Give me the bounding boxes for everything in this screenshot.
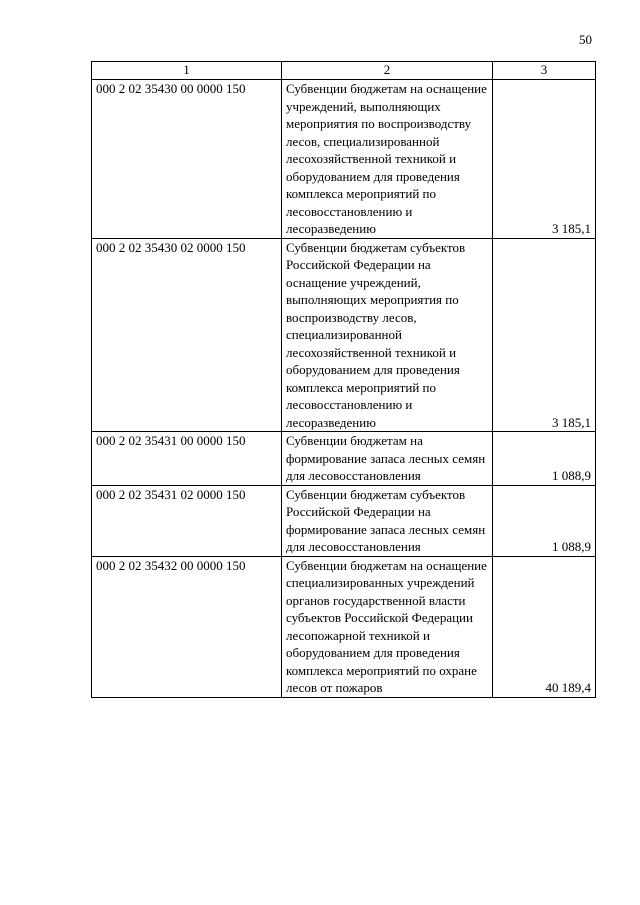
budget-amount: 3 185,1 [493,80,596,239]
budget-description: Субвенции бюджетам на оснащение учреждений, выполняющих мероприятия по воспроизводству лесов, специализированной лесохозяйственной техникой и оборудованием для проведения комплекса мероприятий по лесовосстановлению и лесоразведению [282,80,493,239]
table-row [92,432,596,486]
table-header-row [92,62,596,80]
table-row [92,485,596,556]
budget-description: Субвенции бюджетам на оснащение специализированных учреждений органов государственной власти субъектов Российской Федерации лесопожарной техникой и оборудованием для проведения комплекса мероприятий по охране лесов от пожаров [282,556,493,697]
budget-description: Субвенции бюджетам субъектов Российской Федерации на оснащение учреждений, выполняющих мероприятия по воспроизводству лесов, специализированной лесохозяйственной техникой и оборудованием для проведения комплекса мероприятий по лесовосстановлению и лесоразведению [282,238,493,432]
page-number: 50 [579,32,592,47]
budget-code: 000 2 02 35431 02 0000 150 [92,485,282,556]
budget-code: 000 2 02 35430 02 0000 150 [92,238,282,432]
budget-amount: 1 088,9 [493,432,596,486]
column-header-code: 1 [92,62,282,80]
budget-description: Субвенции бюджетам субъектов Российской Федерации на формирование запаса лесных семян для лесовосстановления [282,485,493,556]
budget-code: 000 2 02 35430 00 0000 150 [92,80,282,239]
budget-amount: 1 088,9 [493,485,596,556]
table-row [92,80,596,239]
budget-code: 000 2 02 35431 00 0000 150 [92,432,282,486]
table-row [92,238,596,432]
budget-code: 000 2 02 35432 00 0000 150 [92,556,282,697]
table-row [92,556,596,697]
budget-amount: 3 185,1 [493,238,596,432]
budget-table [91,61,596,698]
column-header-description: 2 [282,62,493,80]
budget-amount: 40 189,4 [493,556,596,697]
budget-description: Субвенции бюджетам на формирование запаса лесных семян для лесовосстановления [282,432,493,486]
column-header-amount: 3 [493,62,596,80]
